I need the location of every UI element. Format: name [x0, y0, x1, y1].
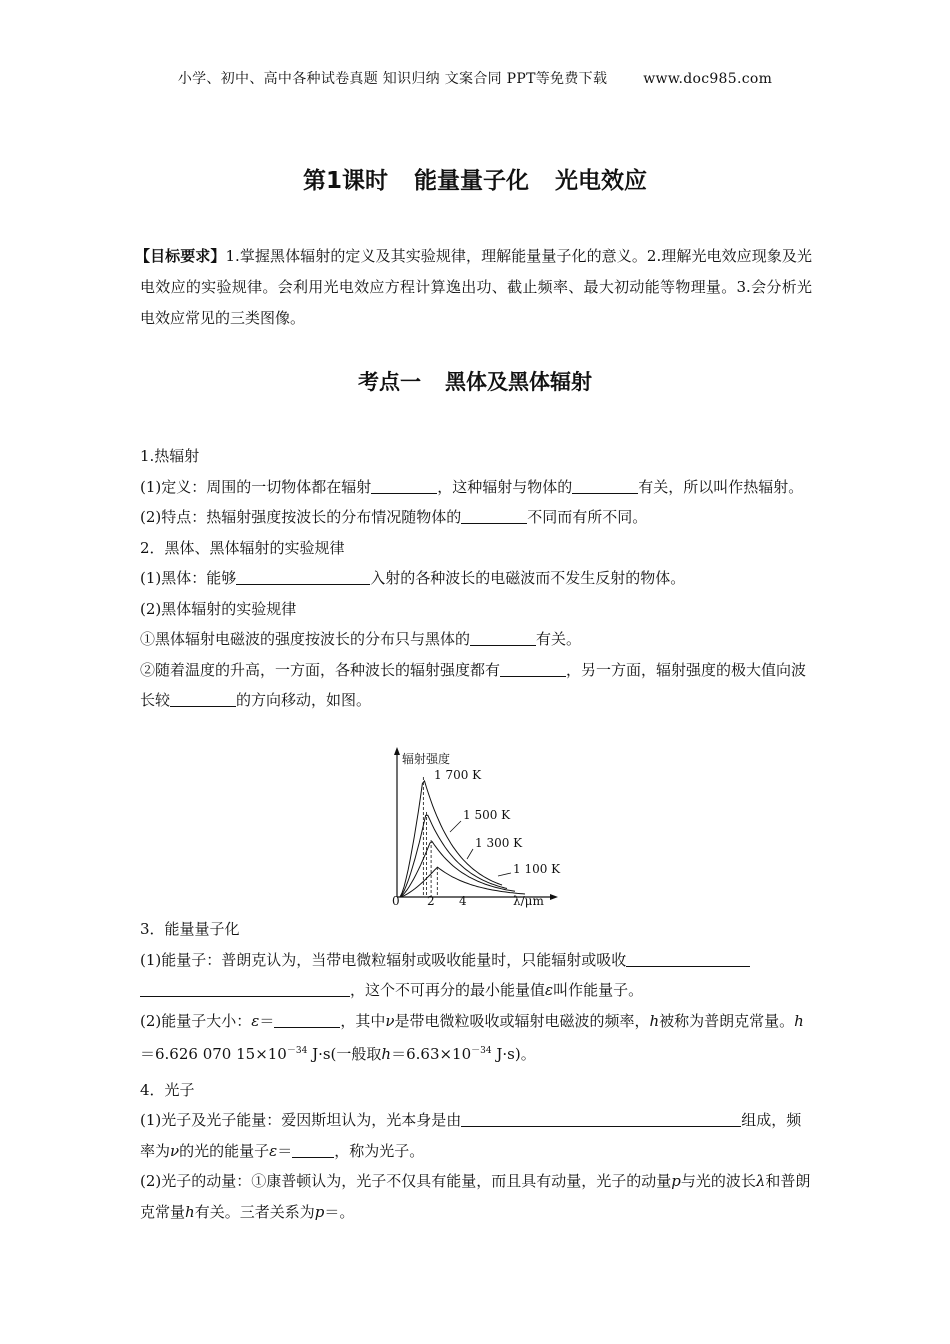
header-site[interactable]: www.doc985.com [643, 71, 773, 87]
legend-label: 1 700 K [434, 768, 482, 782]
blank[interactable] [461, 507, 527, 524]
para-law-1: ①黑体辐射电磁波的强度按波长的分布只与黑体的 有关。 [140, 630, 582, 648]
x-tick-label: 0 [392, 894, 400, 908]
legend-label: 1 500 K [463, 808, 511, 822]
legend-label: 1 300 K [475, 836, 523, 850]
x-tick-label: 4 [459, 894, 467, 908]
para-quantum-size: (2)能量子大小：ε＝ ，其中ν是带电微粒吸收或辐射电磁波的频率，h被称为普朗克常量。h＝6.626 070 $15\times 10^{-34}$ J·s(一般取$h=6.63\times 10^{-34}$ J·s)。 [140, 1011, 804, 1063]
leader-line [450, 821, 461, 832]
para-blackbody: (1)黑体：能够 入射的各种波长的电磁波而不发生反射的物体。 [140, 569, 686, 587]
blank[interactable] [626, 950, 750, 967]
section-title [0, 366, 950, 396]
title-topic2: 光电效应 [555, 168, 647, 194]
blank[interactable] [170, 690, 236, 707]
content-part-2 [140, 914, 812, 1227]
series-curve-3 [400, 867, 525, 897]
section-num: 考点一 [358, 370, 421, 394]
blank[interactable] [140, 980, 350, 997]
leader-line [467, 849, 473, 859]
content-part-1 [140, 441, 812, 716]
para-feature: (2)特点：热辐射强度按波长的分布情况随物体的 不同而有所不同。 [140, 508, 648, 526]
para-photon-momentum: (2)光子的动量：①康普顿认为，光子不仅具有能量，而且具有动量，光子的动量p与光的波长λ和普朗克常量h有关。三者关系为p＝。 [140, 1172, 811, 1221]
header-text: 小学、初中、高中各种试卷真题 知识归纳 文案合同 PPT等免费下载 [177, 71, 608, 87]
title-lesson: 第1课时 [302, 168, 388, 194]
para-energy-quantum: (1)能量子：普朗克认为，当带电微粒辐射或吸收能量时，只能辐射或吸收 ，这个不可再分的最小能量值ε叫作能量子。 [140, 945, 812, 1006]
leader-line [498, 873, 511, 876]
para-law-2: ②随着温度的升高，一方面，各种波长的辐射强度都有 ，另一方面，辐射强度的极大值向波长较 的方向移动，如图。 [140, 660, 807, 709]
blank[interactable] [572, 477, 638, 494]
blank[interactable] [371, 477, 437, 494]
blank[interactable] [236, 568, 370, 585]
para-photon-energy: (1)光子及光子能量：爱因斯坦认为，光本身是由 组成，频率为ν的光的能量子ε＝ ，称为光子。 [140, 1111, 802, 1160]
heading-quantization: 3．能量量子化 [140, 920, 240, 938]
goals-tag: 【目标要求】 [135, 247, 226, 265]
learning-goals [135, 241, 812, 334]
page-header [0, 68, 950, 88]
title-topic1: 能量量子化 [414, 168, 529, 194]
y-axis-arrow [394, 747, 400, 755]
legend-label: 1 100 K [513, 862, 561, 876]
x-axis-label: λ/μm [513, 894, 544, 908]
x-axis-arrow [550, 894, 558, 900]
x-tick-label: 2 [427, 894, 435, 908]
blank[interactable] [470, 629, 536, 646]
goals-text: 1.掌握黑体辐射的定义及其实验规律，理解能量量子化的意义。2.理解光电效应现象及光电效应的实验规律。会利用光电效应方程计算逸出功、截止频率、最大初动能等物理量。3.会分析光电效应常见的三类图像。 [140, 247, 812, 327]
heading-thermal-radiation: 1.热辐射 [140, 447, 200, 465]
blackbody-chart [370, 745, 580, 910]
blank[interactable] [461, 1110, 741, 1127]
para-law-heading: (2)黑体辐射的实验规律 [140, 599, 297, 618]
blank[interactable] [500, 660, 566, 677]
blank[interactable] [292, 1141, 334, 1158]
blank[interactable] [274, 1011, 340, 1028]
section-name: 黑体及黑体辐射 [445, 370, 592, 394]
heading-photon: 4．光子 [140, 1080, 195, 1099]
para-definition: (1)定义：周围的一切物体都在辐射 ，这种辐射与物体的 有关，所以叫作热辐射。 [140, 477, 804, 496]
y-axis-label: 辐射强度 [402, 752, 451, 766]
page-title [0, 162, 950, 195]
chart-svg [370, 745, 580, 910]
heading-blackbody: 2．黑体、黑体辐射的实验规律 [140, 538, 345, 557]
